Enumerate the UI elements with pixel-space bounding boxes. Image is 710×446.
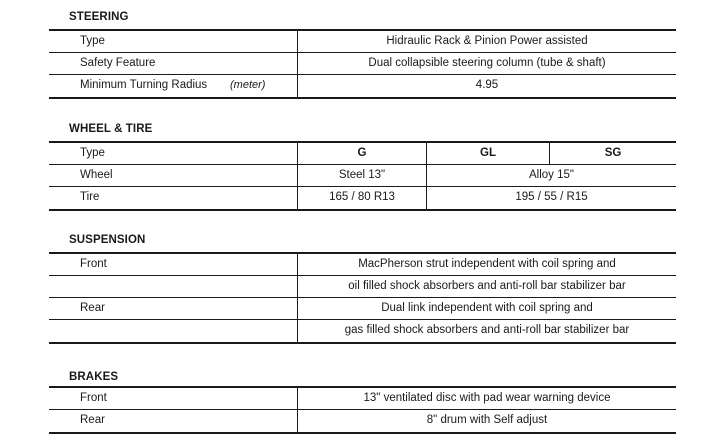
brakes-section-title: BRAKES: [69, 371, 119, 383]
tire-label: Tire: [80, 191, 100, 203]
wheel-tire-table: [49, 141, 676, 211]
tire-gl-sg-value: 195 / 55 / R15: [515, 191, 588, 203]
suspension-front-label: Front: [80, 258, 107, 270]
wheel-g-value: Steel 13": [338, 169, 386, 181]
table-row: [49, 143, 676, 165]
suspension-rear-line1: Dual link independent with coil spring and: [381, 302, 593, 314]
wheel-tire-section-title: WHEEL & TIRE: [69, 123, 153, 135]
suspension-front-line1: MacPherson strut independent with coil spring and: [358, 258, 616, 270]
wheel-label: Wheel: [80, 169, 113, 181]
table-row: [49, 276, 676, 298]
steering-radius-unit: (meter): [230, 79, 266, 91]
brakes-table: [49, 386, 676, 434]
brakes-front-value: 13" ventilated disc with pad wear warning device: [363, 392, 611, 404]
steering-type-value: Hidraulic Rack & Pinion Power assisted: [386, 35, 588, 47]
steering-safety-label: Safety Feature: [80, 57, 156, 69]
table-row: [49, 53, 676, 75]
steering-type-label: Type: [80, 35, 105, 47]
table-row: [49, 75, 676, 97]
grade-sg-header: SG: [604, 147, 622, 159]
steering-radius-label: Minimum Turning Radius: [80, 79, 208, 91]
table-row: [49, 254, 676, 276]
wheel-gl-sg-value: Alloy 15": [529, 169, 574, 181]
brakes-rear-label: Rear: [80, 414, 105, 426]
suspension-rear-label: Rear: [80, 302, 105, 314]
steering-section-title: STEERING: [69, 11, 129, 23]
grade-gl-header: GL: [480, 147, 496, 159]
table-row: [49, 388, 676, 410]
table-row: [49, 410, 676, 432]
steering-radius-value: 4.95: [475, 79, 499, 91]
table-row: [49, 165, 676, 187]
steering-safety-value: Dual collapsible steering column (tube & shaft): [368, 57, 606, 69]
table-row: [49, 298, 676, 320]
suspension-section-title: SUSPENSION: [69, 234, 146, 246]
table-row: [49, 31, 676, 53]
brakes-rear-value: 8" drum with Self adjust: [426, 414, 548, 426]
suspension-table: [49, 252, 676, 344]
wheel-tire-type-label: Type: [80, 147, 105, 159]
brakes-front-label: Front: [80, 392, 107, 404]
grade-g-header: G: [357, 147, 367, 159]
table-row: [49, 187, 676, 209]
steering-table: [49, 29, 676, 99]
suspension-rear-line2: gas filled shock absorbers and anti-roll bar stabilizer bar: [344, 324, 630, 336]
suspension-front-line2: oil filled shock absorbers and anti-roll bar stabilizer bar: [348, 280, 626, 292]
tire-g-value: 165 / 80 R13: [329, 191, 395, 203]
table-row: [49, 320, 676, 342]
